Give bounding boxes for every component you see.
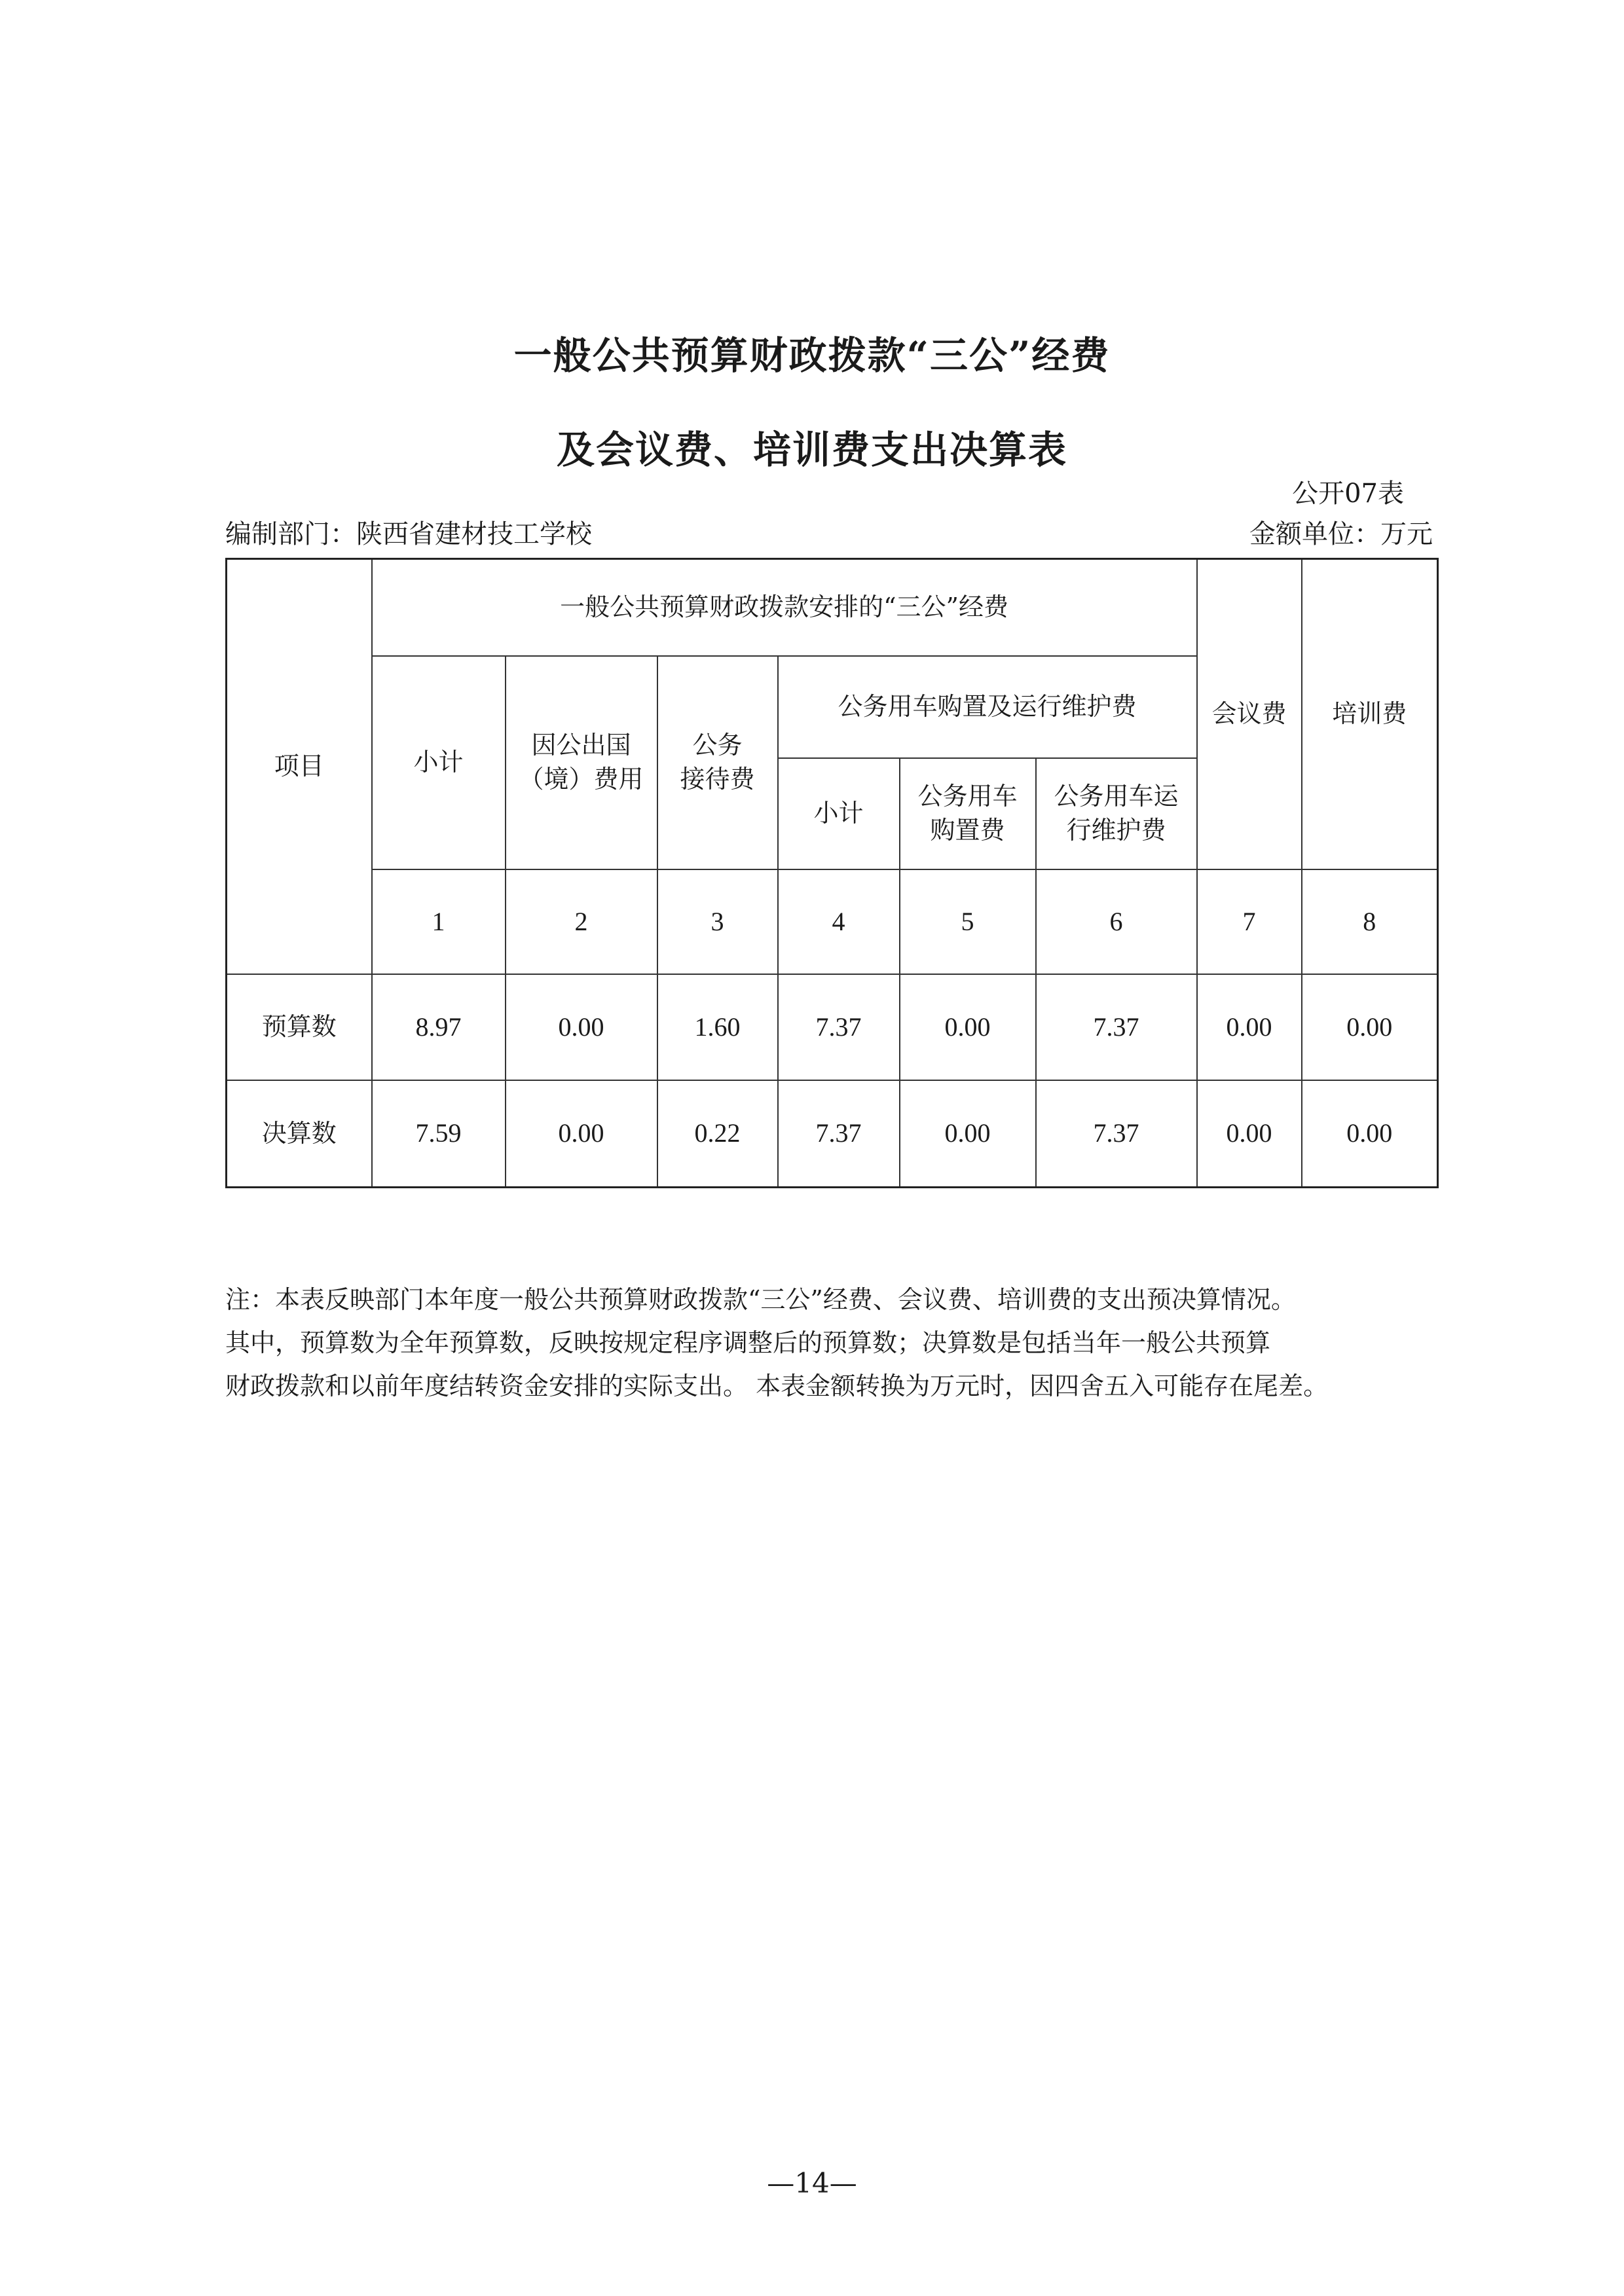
table-row: [227, 1080, 1438, 1188]
row-label-final: 决算数: [227, 1080, 372, 1188]
column-number: 7: [1197, 869, 1302, 974]
table-cell: 1.60: [657, 974, 778, 1080]
header-abroad-line-2: （境）费用: [519, 764, 644, 793]
note-line: 注：本表反映部门本年度一般公共预算财政拨款“三公”经费、会议费、培训费的支出预决算情况。: [225, 1285, 1296, 1314]
column-number: 8: [1302, 869, 1438, 974]
table-cell: 7.37: [778, 1080, 900, 1188]
header-subtotal: 小计: [372, 656, 506, 869]
table-cell: 0.00: [1302, 1080, 1438, 1188]
header-vehicle-purchase-line-1: 公务用车: [917, 782, 1018, 811]
header-item: 项目: [227, 559, 372, 974]
note-line: 财政拨款和以前年度结转资金安排的实际支出。 本表金额转换为万元时，因四舍五入可能存在尾差。: [225, 1372, 1329, 1400]
column-number: 5: [900, 869, 1036, 974]
table-cell: 0.00: [1197, 1080, 1302, 1188]
header-sangong-group: 一般公共预算财政拨款安排的“三公”经费: [372, 559, 1197, 656]
header-vehicle-maintenance: [1036, 758, 1197, 869]
column-number: 4: [778, 869, 900, 974]
table-cell: 7.59: [372, 1080, 506, 1188]
table-cell: 0.00: [900, 1080, 1036, 1188]
page-number: —14—: [767, 2167, 857, 2199]
header-meeting: 会议费: [1197, 559, 1302, 869]
header-training: 培训费: [1302, 559, 1438, 869]
header-vehicle-purchase: [900, 758, 1036, 869]
expenditure-table: [225, 558, 1439, 1188]
column-number: 6: [1036, 869, 1197, 974]
column-number: 2: [506, 869, 657, 974]
form-number: 公开07表: [1292, 479, 1404, 509]
page-title-line-1: 一般公共预算财政拨款“三公”经费: [513, 333, 1111, 378]
table-row: [227, 974, 1438, 1080]
column-number: 1: [372, 869, 506, 974]
header-reception-line-2: 接待费: [680, 764, 755, 793]
header-abroad-line-1: 因公出国: [531, 731, 631, 760]
table-cell: 7.37: [1036, 1080, 1197, 1188]
table-note: [225, 1278, 1502, 1408]
header-abroad: [506, 656, 657, 869]
header-vehicle-purchase-line-2: 购置费: [930, 815, 1005, 845]
table-cell: 0.00: [900, 974, 1036, 1080]
header-vehicle-subtotal: 小计: [778, 758, 900, 869]
amount-unit: 金额单位：万元: [1249, 519, 1433, 549]
table-cell: 0.00: [1302, 974, 1438, 1080]
header-reception: [657, 656, 778, 869]
compiling-department: 编制部门：陕西省建材技工学校: [225, 519, 592, 549]
table-cell: 7.37: [778, 974, 900, 1080]
table-cell: 0.00: [506, 974, 657, 1080]
header-reception-line-1: 公务: [692, 731, 743, 760]
table-cell: 0.22: [657, 1080, 778, 1188]
column-number: 3: [657, 869, 778, 974]
page-title-line-2: 及会议费、培训费支出决算表: [556, 428, 1067, 472]
note-line: 其中，预算数为全年预算数，反映按规定程序调整后的预算数；决算数是包括当年一般公共预算: [225, 1328, 1271, 1357]
table-cell: 8.97: [372, 974, 506, 1080]
header-vehicle-maint-line-1: 公务用车运: [1054, 782, 1179, 811]
header-vehicle-maint-line-2: 行维护费: [1066, 815, 1166, 845]
header-vehicle-group: 公务用车购置及运行维护费: [778, 656, 1197, 758]
row-label-budget: 预算数: [227, 974, 372, 1080]
table-cell: 0.00: [1197, 974, 1302, 1080]
table-cell: 7.37: [1036, 974, 1197, 1080]
table-cell: 0.00: [506, 1080, 657, 1188]
